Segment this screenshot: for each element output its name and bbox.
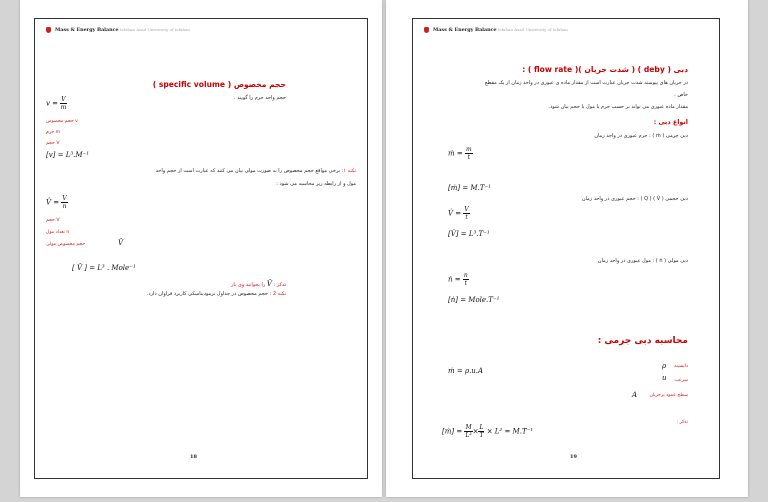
page-number: 19 [570, 454, 577, 460]
symbol-u: u [662, 374, 667, 382]
eq-numerator-2: L [479, 424, 484, 431]
note-2-text: حجم مخصوص در جداول ترمودینامیکی کاربرد فراوان دارد. [146, 291, 268, 297]
dimension-molar-volume: [ V̂ ] = L³ . Mole⁻¹ [72, 264, 136, 272]
eq-denominator: t [465, 214, 468, 221]
dimension-specific-volume: [v] = L³.M⁻¹ [46, 151, 90, 159]
header-title: Mass & Energy Balance [433, 27, 497, 33]
paragraph-1: در جریان های پیوسته شدت جریان عبارت است از مقدار ماده ی عبوری در واحد زمان از یک مقطع [484, 80, 688, 86]
dimension-molar-flow: [ṅ] = Mole.T⁻¹ [448, 296, 500, 304]
molar-flow-definition: دبی مولی ( ṅ ) : مول عبوری در واحد زمان [597, 258, 688, 264]
eq-numerator: m [465, 146, 472, 153]
header-subtitle: Isfahan Azad University of Isfahan [119, 27, 190, 32]
note-2 [147, 291, 286, 297]
label-molar-volume: حجم مخصوص مولی [46, 242, 86, 247]
label-volume: حجم V [46, 141, 60, 146]
molar-volume-symbol: V̂ [118, 239, 124, 247]
section-title: حجم مخصوص ( specific volume ) [152, 80, 286, 89]
page-header [46, 27, 190, 33]
eq-lhs: V̇ = [448, 209, 462, 218]
dimension-mass-flow: [ṁ] = M.T⁻¹ [448, 184, 491, 192]
equation-molar-volume [46, 195, 68, 210]
dimension-volume-flow: [V̇] = L³.T⁻¹ [448, 230, 490, 238]
eq-lhs: [ṁ] = [442, 427, 463, 436]
eq-lhs: v = [46, 99, 59, 108]
eq-lhs: ṅ = [448, 275, 461, 284]
note-1-label: نکته ۱: [341, 168, 356, 174]
types-title: انواع دبی : [653, 118, 688, 126]
eq-denominator: L³ [465, 432, 472, 439]
calc-title: محاسبه دبی جرمی : [597, 336, 688, 346]
header-subtitle: Isfahan Azad University of Isfahan [497, 27, 568, 32]
label-area: سطح عمود برجریان [649, 393, 688, 398]
eq-lhs: V̂ = [46, 198, 60, 207]
university-logo-icon [46, 27, 51, 33]
equation-mass-flow-rho: ṁ = ρ.u.A [448, 367, 484, 375]
label-moles: تعداد مول n [46, 230, 70, 235]
paragraph-1b: خاص . [674, 92, 688, 98]
reminder-text: را بخوانید وی بار [230, 282, 266, 288]
equation-volume-flow [448, 206, 470, 221]
page-18 [20, 0, 382, 497]
eq-numerator: M [465, 424, 472, 431]
eq-numerator: V [62, 195, 67, 202]
label-density: دانسیته [674, 364, 688, 369]
page-header [424, 27, 568, 33]
reminder-label: تذکر : [273, 282, 286, 288]
label-volume-2: حجم V [46, 218, 60, 223]
note-1-line1: برخی مواقع حجم مخصوص را به صورت مولی بیان می کنند که عبارت است از حجم واحد [155, 168, 341, 174]
equation-mass-flow [448, 146, 473, 161]
label-velocity: سرعت [674, 378, 688, 383]
dimension-equation: [ṁ] = $\frac{M}{\text{L³}}$ × $\frac{L}{T}$ × L² = M.T⁻¹ [442, 424, 534, 439]
page-19 [386, 0, 748, 497]
mass-flow-definition: دبی جرمی ( ṁ ) : جرم عبوری در واحد زمان [594, 133, 688, 139]
paragraph-2: مقدار ماده عبوری می تواند بر حسب جرم یا مول یا حجم بیان شود. [548, 104, 688, 110]
reminder [231, 280, 286, 288]
university-logo-icon [424, 27, 429, 33]
eq-denominator: n [62, 203, 67, 210]
note-2-label: نکته 2 : [269, 291, 286, 297]
label-mass: جرم m [46, 130, 61, 135]
eq-denominator: t [467, 154, 471, 161]
eq-numerator: n [463, 272, 468, 279]
eq-denominator: m [60, 104, 67, 111]
note-1 [156, 168, 356, 174]
eq-denominator: t [464, 280, 467, 287]
equation-specific-volume [46, 96, 67, 111]
label-specific-volume: حجم مخصوص v [46, 119, 78, 124]
symbol-rho: ρ [662, 362, 667, 370]
page-number: 18 [190, 454, 197, 460]
eq-denominator-2: T [479, 432, 484, 439]
note-1-line2: مول و از رابطه زیر محاسبه می شود : [276, 181, 356, 187]
reminder-symbol: V̂ [266, 280, 272, 288]
volume-flow-definition: دبی حجمی ( V̇ ) ( Q ) : حجم عبوری در واحد زمان [581, 196, 688, 202]
eq-tail: × L² = M.T⁻¹ [486, 427, 534, 436]
header-title: Mass & Energy Balance [55, 27, 119, 33]
section-title: دبی ( deby ) ( شدت جریان )( flow rate ) : [522, 65, 688, 74]
page-frame [412, 18, 720, 479]
reminder-label: تذکر : [676, 420, 688, 425]
eq-numerator: V [61, 96, 66, 103]
eq-lhs: ṁ = [448, 149, 463, 158]
intro-text: حجم واحد جرم را گویند . [234, 95, 286, 101]
symbol-A: A [632, 391, 638, 399]
equation-molar-flow [448, 272, 469, 287]
eq-numerator: V [464, 206, 469, 213]
